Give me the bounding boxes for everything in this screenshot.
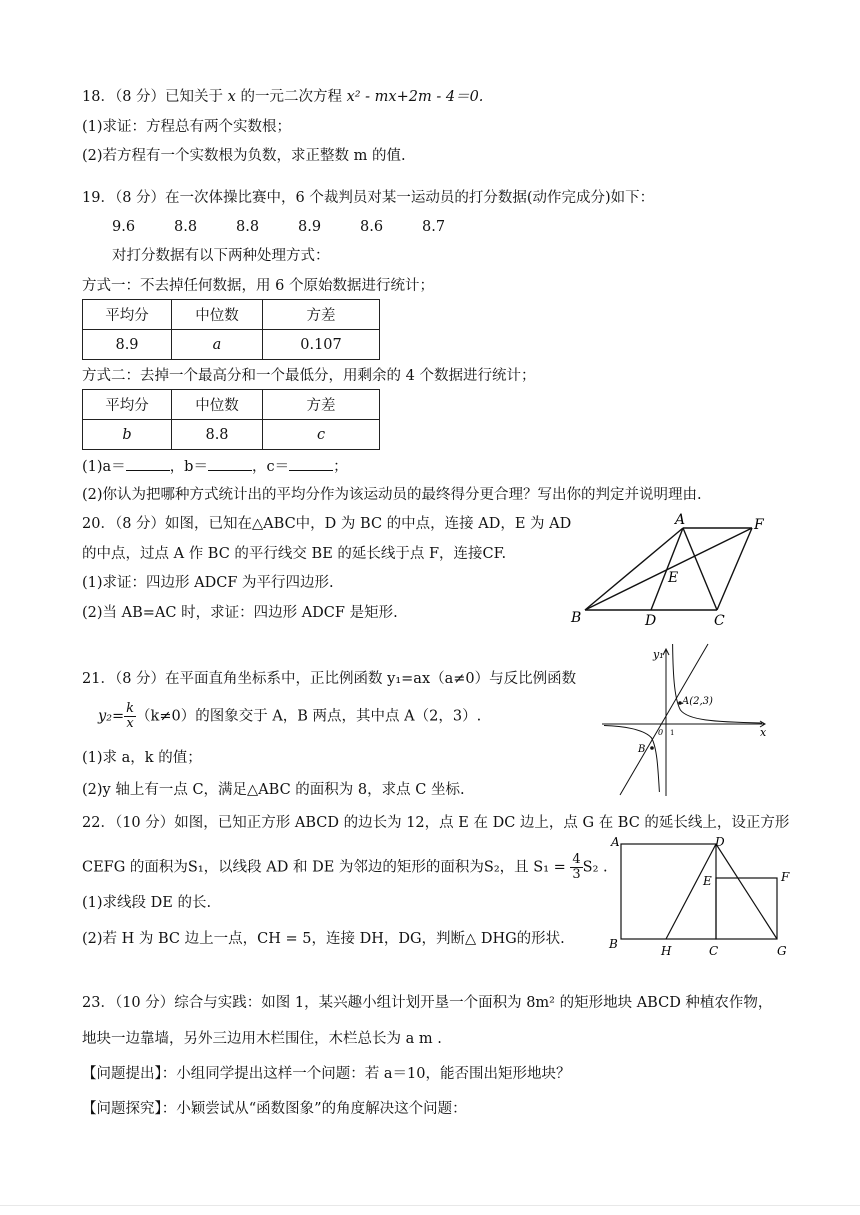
q19-method2: 方式二：去掉一个最高分和一个最低分，用剩余的 4 个数据进行统计； bbox=[82, 368, 536, 384]
q19-stem: 19．（8 分）在一次体操比赛中，6 个裁判员对某一运动员的打分数据(动作完成分)如下： bbox=[82, 190, 655, 206]
q19-table1 bbox=[82, 299, 380, 360]
label-C: C bbox=[709, 944, 719, 958]
table-cell: 8.8 bbox=[172, 420, 263, 450]
q22-square-figure bbox=[605, 836, 800, 961]
score: 8.6 bbox=[360, 219, 384, 235]
q19-table2 bbox=[82, 389, 380, 450]
score: 8.9 bbox=[298, 219, 322, 235]
q21-part1: (1)求 a，k 的值； bbox=[82, 750, 202, 766]
score: 8.7 bbox=[422, 219, 446, 235]
table-cell: c bbox=[263, 420, 380, 450]
label-A: A bbox=[611, 836, 620, 849]
q23-line4: 【问题探究】：小颖尝试从“函数图象”的角度解决这个问题： bbox=[82, 1101, 467, 1117]
fraction: $\frac{4}{3}$ bbox=[572, 852, 581, 882]
label-one: 1 bbox=[670, 729, 675, 737]
q19-scores bbox=[112, 217, 484, 237]
label-D: D bbox=[715, 836, 725, 849]
table-cell: b bbox=[83, 420, 172, 450]
table-header: 平均分 bbox=[83, 390, 172, 420]
q20-part1: (1)求证：四边形 ADCF 为平行四边形. bbox=[82, 575, 334, 591]
q20-line1: 20．（8 分）如图，已知在△ABC中，D 为 BC 的中点，连接 AD，E 为 AD bbox=[82, 516, 572, 532]
q18-part1: (1)求证：方程总有两个实数根； bbox=[82, 119, 292, 135]
q22-part2: (2)若 H 为 BC 边上一点，CH = 5，连接 DH，DG，判断△ DHG的形状. bbox=[82, 931, 565, 947]
q19-line2: 对打分数据有以下两种处理方式： bbox=[112, 248, 330, 264]
label-F: F bbox=[754, 517, 764, 533]
q18-part2: (2)若方程有一个实数根为负数，求正整数 m 的值. bbox=[82, 148, 406, 164]
label-H: H bbox=[661, 944, 672, 958]
q23-line2: 地块一边靠墙，另外三边用木栏围住，木栏总长为 a m . bbox=[82, 1031, 442, 1047]
fraction: $\frac{k}{x}$ bbox=[126, 701, 135, 731]
q23-line1: 23．（10 分）综合与实践：如图 1，某兴趣小组计划开垦一个面积为 8m² 的矩形地块 ABCD 种植农作物， bbox=[82, 995, 773, 1011]
table-row bbox=[83, 330, 380, 360]
table-row bbox=[83, 420, 380, 450]
axis-y-label: y₁ bbox=[653, 648, 664, 661]
label-A: A(2,3) bbox=[682, 696, 713, 707]
answer-blank bbox=[289, 456, 333, 471]
q21-part2: (2)y 轴上有一点 C，满足△ABC 的面积为 8，求点 C 坐标. bbox=[82, 782, 465, 798]
axis-x-label: x bbox=[760, 726, 767, 739]
score: 8.8 bbox=[236, 219, 260, 235]
answer-blank bbox=[126, 456, 170, 471]
table-cell: 0.107 bbox=[263, 330, 380, 360]
label-E: E bbox=[668, 570, 679, 586]
q18-stem: 18．（8 分）已知关于 x 的一元二次方程 x² - mx+2m - 4＝0. bbox=[82, 89, 484, 105]
label-E: E bbox=[703, 874, 712, 888]
label-D: D bbox=[645, 613, 657, 629]
table-header: 中位数 bbox=[172, 390, 263, 420]
label-F: F bbox=[781, 870, 790, 884]
table-header: 方差 bbox=[263, 300, 380, 330]
q21-function-graph bbox=[602, 640, 774, 798]
table-row bbox=[83, 300, 380, 330]
table-row bbox=[83, 390, 380, 420]
label-B: B bbox=[571, 610, 582, 626]
q20-parallelogram-figure bbox=[565, 512, 770, 630]
q20-line2: 的中点，过点 A 作 BC 的平行线交 BE 的延长线于点 F，连接CF. bbox=[82, 546, 507, 562]
q21-line2: y₂= $\frac{k}{x}$ （k≠0）的图象交于 A，B 两点，其中点 A（2，3）. bbox=[98, 701, 482, 731]
table-header: 中位数 bbox=[172, 300, 263, 330]
label-B: B bbox=[638, 744, 646, 755]
q19-part1: (1)a＝ ，b＝ ，c＝ ； bbox=[82, 456, 348, 477]
q22-part1: (1)求线段 DE 的长. bbox=[82, 895, 212, 911]
point-B bbox=[650, 746, 654, 750]
table-header: 平均分 bbox=[83, 300, 172, 330]
label-C: C bbox=[714, 613, 725, 629]
table-cell: 8.9 bbox=[83, 330, 172, 360]
page-bottom-divider bbox=[0, 1205, 860, 1206]
q22-line1: 22．（10 分）如图，已知正方形 ABCD 的边长为 12，点 E 在 DC 边上，点 G 在 BC 的延长线上，设正方形 bbox=[82, 815, 790, 831]
table-header: 方差 bbox=[263, 390, 380, 420]
q20-part2: (2)当 AB=AC 时，求证：四边形 ADCF 是矩形. bbox=[82, 605, 398, 621]
answer-blank bbox=[208, 456, 252, 471]
label-G: G bbox=[777, 944, 787, 958]
label-origin: 0 bbox=[658, 728, 664, 737]
q21-line1: 21．（8 分）在平面直角坐标系中，正比例函数 y₁=ax（a≠0）与反比例函数 bbox=[82, 671, 577, 687]
table-cell: a bbox=[172, 330, 263, 360]
score: 8.8 bbox=[174, 219, 198, 235]
q22-line2: CEFG 的面积为S₁，以线段 AD 和 DE 为邻边的矩形的面积为S₂，且 S₁ = $\frac{4}{3}$ S₂ . bbox=[82, 852, 608, 882]
label-A: A bbox=[675, 512, 686, 528]
score: 9.6 bbox=[112, 219, 136, 235]
q19-method1: 方式一：不去掉任何数据，用 6 个原始数据进行统计； bbox=[82, 278, 434, 294]
q23-line3: 【问题提出】：小组同学提出这样一个问题：若 a＝10，能否围出矩形地块？ bbox=[82, 1066, 571, 1082]
label-B: B bbox=[609, 937, 618, 951]
q19-part2: (2)你认为把哪种方式统计出的平均分作为该运动员的最终得分更合理？写出你的判定并说明理由. bbox=[82, 487, 702, 503]
